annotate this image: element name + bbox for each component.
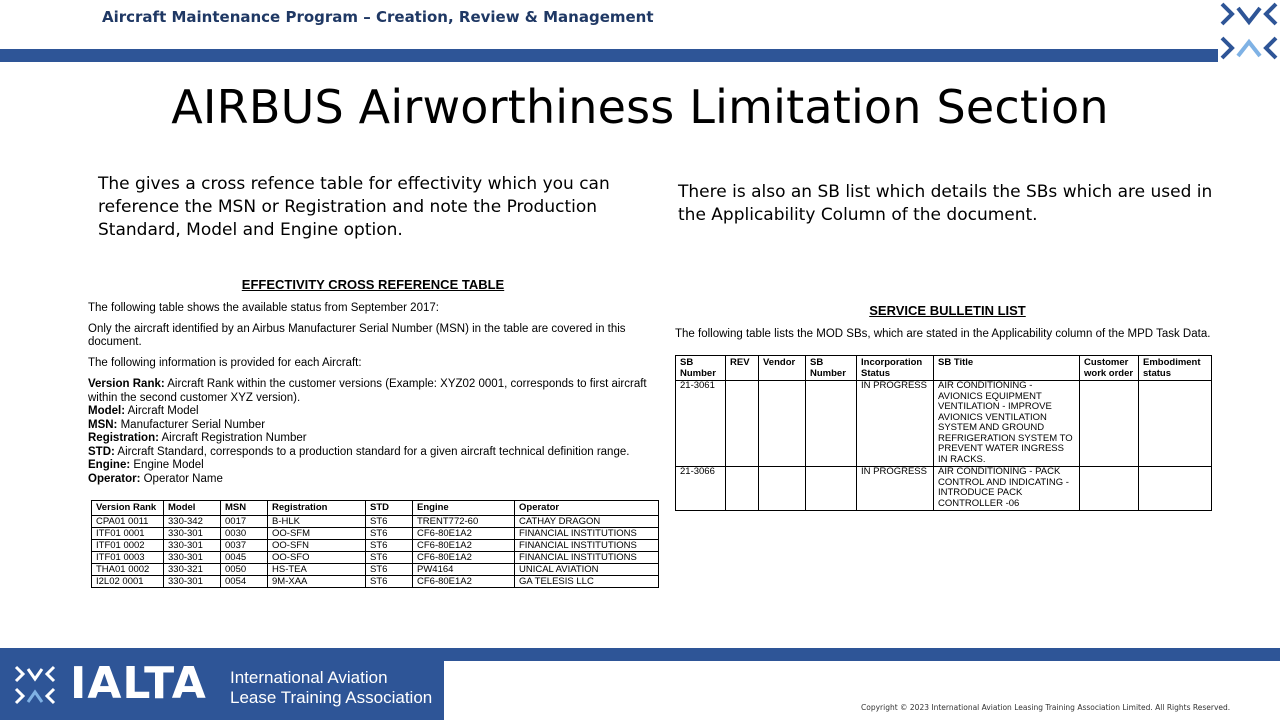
table-cell: CF6-80E1A2	[413, 527, 515, 539]
table-cell: FINANCIAL INSTITUTIONS	[515, 551, 659, 563]
table-cell: 330-321	[164, 563, 221, 575]
effectivity-intro: The following table shows the available status from September 2017:	[88, 302, 439, 314]
tagline-line-1: International Aviation	[230, 668, 388, 687]
col-version-rank: Version Rank	[92, 501, 164, 516]
table-cell: ST6	[366, 551, 413, 563]
table-cell: 0030	[221, 527, 268, 539]
table-cell: 330-342	[164, 515, 221, 527]
definition-std: STD: Aircraft Standard, corresponds to a production standard for a given aircraft technical definition range.	[88, 445, 630, 458]
effectivity-description: The gives a cross refence table for effectivity which you can reference the MSN or Registration and note the Production Standard, Model and Engine option.	[98, 174, 610, 240]
col-embodiment-status: Embodiment status	[1139, 356, 1212, 381]
table-cell: AIR CONDITIONING - PACK CONTROL AND INDICATING - INTRODUCE PACK CONTROLLER -06	[934, 467, 1080, 511]
table-cell	[1080, 467, 1139, 511]
table-cell: 330-301	[164, 527, 221, 539]
table-cell: 0037	[221, 539, 268, 551]
bottom-accent-bar	[444, 648, 1280, 661]
definition-operator: Operator: Operator Name	[88, 472, 223, 485]
table-cell: CF6-80E1A2	[413, 575, 515, 587]
table-cell: B-HLK	[268, 515, 366, 527]
col-operator: Operator	[515, 501, 659, 516]
table-cell: ST6	[366, 527, 413, 539]
table-cell: 0054	[221, 575, 268, 587]
ialta-tagline	[230, 668, 432, 708]
footer-logo	[0, 648, 444, 720]
col-vendor: Vendor	[759, 356, 806, 381]
table-cell: IN PROGRESS	[857, 467, 934, 511]
table-cell: HS-TEA	[268, 563, 366, 575]
table-row	[92, 563, 659, 575]
table-cell: ST6	[366, 539, 413, 551]
table-cell: 0045	[221, 551, 268, 563]
table-cell: FINANCIAL INSTITUTIONS	[515, 539, 659, 551]
effectivity-coverage: Only the aircraft identified by an Airbus Manufacturer Serial Number (MSN) in the table are covered in this document.	[88, 323, 626, 348]
table-cell	[759, 381, 806, 467]
definition-list	[88, 378, 658, 486]
table-cell: OO-SFO	[268, 551, 366, 563]
sb-doc-excerpt	[675, 303, 1220, 511]
table-cell	[806, 381, 857, 467]
table-header-row	[676, 356, 1212, 381]
table-cell	[806, 467, 857, 511]
table-cell: PW4164	[413, 563, 515, 575]
table-cell: 330-301	[164, 551, 221, 563]
col-incorporation-status: Incorporation Status	[857, 356, 934, 381]
col-sb-title: SB Title	[934, 356, 1080, 381]
table-cell: 330-301	[164, 575, 221, 587]
table-row	[92, 539, 659, 551]
ialta-wordmark: IALTA	[70, 658, 207, 709]
table-row	[676, 467, 1212, 511]
effectivity-doc-excerpt	[88, 277, 658, 588]
col-rev: REV	[726, 356, 759, 381]
sb-intro: The following table lists the MOD SBs, which are stated in the Applicability column of the MPD Task Data.	[675, 328, 1211, 340]
header-title: Aircraft Maintenance Program – Creation, Review & Management	[102, 8, 654, 26]
col-engine: Engine	[413, 501, 515, 516]
copyright-notice: Copyright © 2023 International Aviation Leasing Training Association Limited. All Rights Reserved.	[861, 703, 1231, 712]
col-std: STD	[366, 501, 413, 516]
table-cell: GA TELESIS LLC	[515, 575, 659, 587]
col-msn: MSN	[221, 501, 268, 516]
table-row	[92, 527, 659, 539]
table-cell: 330-301	[164, 539, 221, 551]
table-cell: ST6	[366, 575, 413, 587]
table-cell: TRENT772-60	[413, 515, 515, 527]
table-cell: CATHAY DRAGON	[515, 515, 659, 527]
ialta-logo-icon	[1218, 0, 1280, 62]
top-accent-bar	[0, 49, 1218, 62]
tagline-line-2: Lease Training Association	[230, 688, 433, 707]
table-row	[92, 551, 659, 563]
definition-registration: Registration: Aircraft Registration Number	[88, 432, 307, 444]
table-cell	[1139, 381, 1212, 467]
table-cell: THA01 0002	[92, 563, 164, 575]
table-cell: 21-3061	[676, 381, 726, 467]
table-cell	[759, 467, 806, 511]
sb-table	[675, 355, 1212, 511]
table-cell: 21-3066	[676, 467, 726, 511]
sb-table-body	[676, 381, 1212, 511]
col-registration: Registration	[268, 501, 366, 516]
table-cell: AIR CONDITIONING - AVIONICS EQUIPMENT VENTILATION - IMPROVE AVIONICS VENTILATION SYSTEM AND GROUND REFRIGERATION SYSTEM TO PREVENT WATER INGRESS IN RACKS.	[934, 381, 1080, 467]
effectivity-table	[91, 500, 659, 588]
table-cell: IN PROGRESS	[857, 381, 934, 467]
col-sb-number-2: SB Number	[806, 356, 857, 381]
table-row	[92, 515, 659, 527]
definition-model: Model: Aircraft Model	[88, 405, 199, 417]
table-cell: CF6-80E1A2	[413, 539, 515, 551]
table-cell: CPA01 0011	[92, 515, 164, 527]
table-cell: OO-SFN	[268, 539, 366, 551]
table-cell: ST6	[366, 563, 413, 575]
table-header-row	[92, 501, 659, 516]
table-row	[676, 381, 1212, 467]
table-row	[92, 575, 659, 587]
table-cell: ITF01 0001	[92, 527, 164, 539]
table-cell: UNICAL AVIATION	[515, 563, 659, 575]
sb-heading: SERVICE BULLETIN LIST	[869, 303, 1026, 318]
col-sb-number: SB Number	[676, 356, 726, 381]
definition-msn: MSN: Manufacturer Serial Number	[88, 418, 266, 431]
effectivity-info-lead: The following information is provided for each Aircraft:	[88, 357, 362, 369]
ialta-mark-icon	[14, 664, 56, 706]
sb-list-description: There is also an SB list which details the SBs which are used in the Applicability Column of the document.	[678, 182, 1213, 225]
table-cell: FINANCIAL INSTITUTIONS	[515, 527, 659, 539]
effectivity-heading: EFFECTIVITY CROSS REFERENCE TABLE	[241, 277, 505, 292]
table-cell	[1139, 467, 1212, 511]
table-cell: CF6-80E1A2	[413, 551, 515, 563]
col-customer-work-order: Customer work order	[1080, 356, 1139, 381]
slide-title: AIRBUS Airworthiness Limitation Section	[171, 80, 1109, 134]
table-cell: ITF01 0003	[92, 551, 164, 563]
effectivity-table-body	[92, 515, 659, 587]
table-cell	[726, 381, 759, 467]
table-cell: 0050	[221, 563, 268, 575]
table-cell: I2L02 0001	[92, 575, 164, 587]
table-cell: 0017	[221, 515, 268, 527]
definition-engine: Engine: Engine Model	[88, 459, 204, 471]
table-cell	[1080, 381, 1139, 467]
col-model: Model	[164, 501, 221, 516]
table-cell: ITF01 0002	[92, 539, 164, 551]
table-cell: OO-SFM	[268, 527, 366, 539]
table-cell: 9M-XAA	[268, 575, 366, 587]
table-cell	[726, 467, 759, 511]
table-cell: ST6	[366, 515, 413, 527]
definition-version-rank: Version Rank: Aircraft Rank within the customer versions (Example: XYZ02 0001, corresponds to first aircraft within the second customer XYZ version).	[88, 378, 647, 404]
